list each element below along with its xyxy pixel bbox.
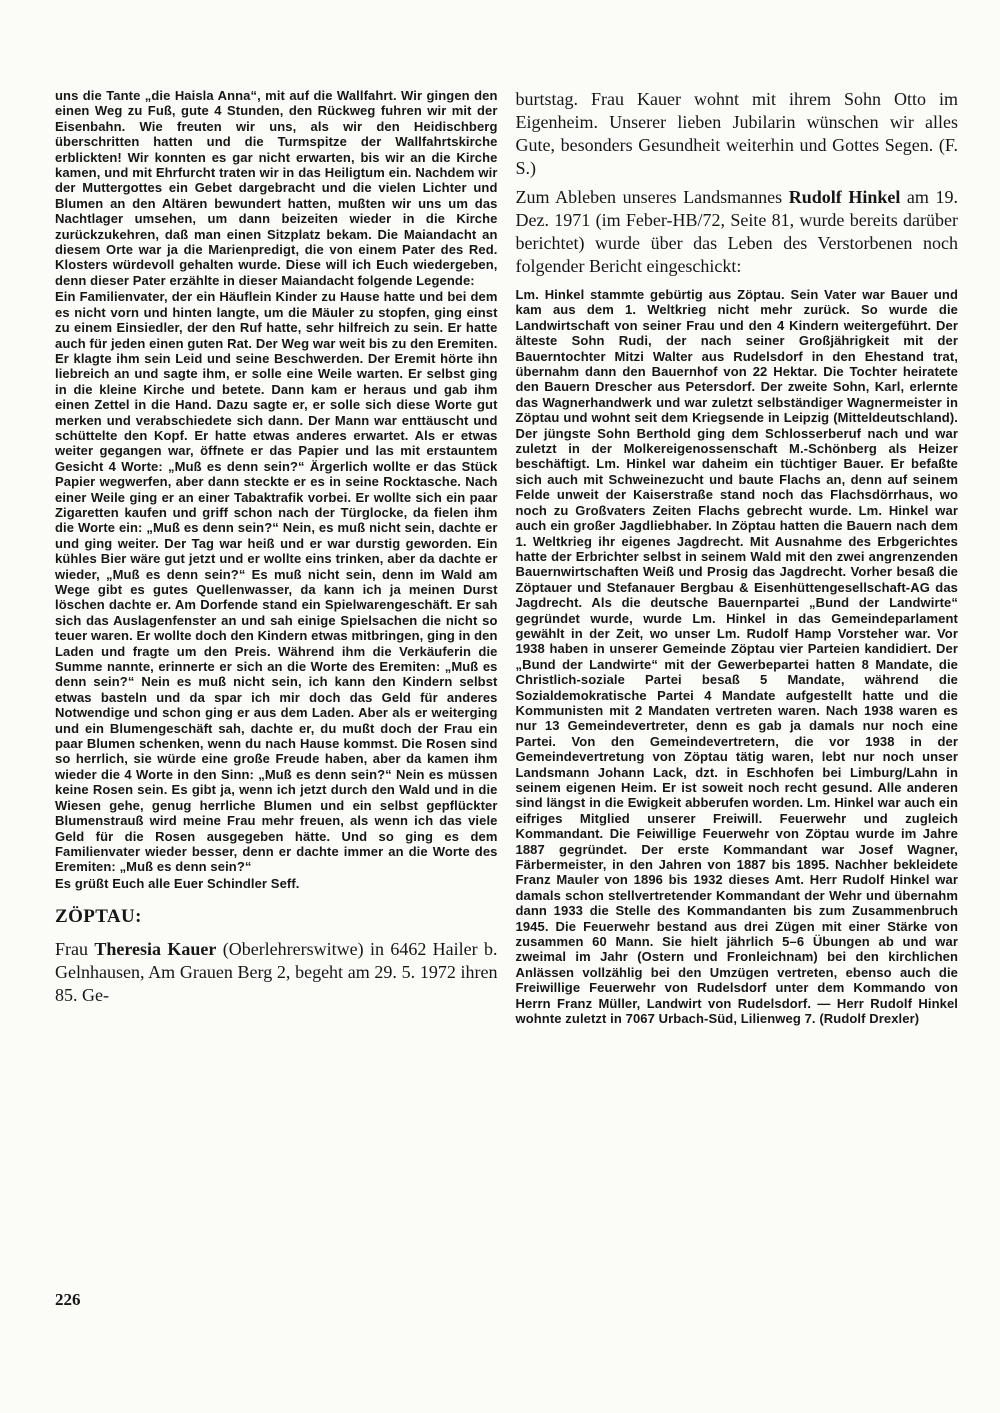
kauer-birthday-paragraph-start: [55, 938, 498, 1007]
emphasized-text: (Rudolf Drexler): [819, 1011, 920, 1027]
body-text: burtstag. Frau Kauer wohnt mit ihrem Sohn Otto im Eigenheim. Unserer lieben Jubilarin wünschen wir alles Gute, besonders Gesundheit weiterhin und Gottes Segen. (F. S.): [515, 89, 958, 178]
left-column: [55, 88, 498, 1027]
two-column-layout: [55, 88, 958, 1027]
emphasized-text: Theresia Kauer: [94, 939, 217, 960]
signoff-line: [55, 876, 498, 891]
page-number: 226: [55, 1290, 81, 1309]
kauer-birthday-paragraph-end: [516, 88, 959, 180]
body-text: Frau: [55, 939, 95, 960]
body-text: am 19. Dez. 1971 (im Feber-HB/72, Seite 81, wurde bereits darüber berichtet) wurde über das Leben des Verstorbenen noch folgender Bericht eingeschickt:: [515, 187, 959, 276]
emphasized-text: Schindler Seff.: [206, 875, 300, 891]
zoeptau-heading: [55, 905, 498, 928]
hinkel-report-paragraph: [516, 287, 959, 1027]
body-text: (Oberlehrerswitwe) in 6462 Hailer b. Gelnhausen, Am Grauen Berg 2, begeht am 29. 5. 1972 ihren 85. Ge-: [55, 939, 498, 1006]
emphasized-text: Rudolf Hinkel: [788, 187, 901, 207]
body-text: Es grüßt Euch alle Euer: [55, 875, 207, 891]
wallfahrt-continuation-paragraph: [55, 88, 498, 288]
body-text: Ein Familienvater, der ein Häuflein Kinder zu Hause hatte und bei dem es nicht vorn und hinten langte, um die Mäuler zu stopfen, ging einst zu einem Einsiedler, der den Ruf hatte, sehr hilfreich zu sein. Er hatte auch für jeden einen guten Rat. Der Weg war weit bis zu den Eremiten. Er klagte ihm sein Leid und seine Beschwerden. Der Eremit hörte ihn liebreich an und sagte ihm, er solle eine Weile warten. Er selbst ging in die kleine Kirche und betete. Dann kam er heraus und gab ihm einen Zettel in die Hand. Dazu sagte er, er solle sich diese Worte gut merken und verabschiedete sich dann. Der Mann war enttäuscht und schüttelte den Kopf. Er hatte etwas anderes erwartet. Als er etwas weiter gegangen war, öffnete er das Papier und las mit erstauntem Gesicht 4 Worte: „Muß es denn sein?“ Ärgerlich wollte er das Stück Papier wegwerfen, aber dann steckte er es in seine Rocktasche. Nach einer Weile ging er an einer Tabaktrafik vorbei. Er wollte sich ein paar Zigaretten kaufen und griff schon nach der Türglocke, da fielen ihm die Worte ein: „Muß es denn sein?“ Nein, es muß nicht sein, dachte er und ging weiter. Der Tag war heiß und er war durstig geworden. Ein kühles Bier wäre gut jetzt und er wollte eins trinken, aber da dachte er wieder, „Muß es denn sein?“ Es muß nicht sein, denn im Wald am Wege gibt es gutes Quellenwasser, da kann ich ja meinen Durst löschen dachte er. Am Dorfende stand ein Spielwarengeschäft. Er sah sich das Auslagenfenster an und sah einige Spielsachen die nicht so teuer waren. Er wollte doch den Kindern etwas mitbringen, ging in den Laden und fragte um den Preis. Während ihm die Verkäuferin die Summe nannte, erinnerte er sich an die Worte des Eremiten: „Muß es denn sein?“ Nein es muß nicht sein, ich kann den Kindern selbst etwas basteln und da spar ich mir doch das Geld für anderes Notwendige und schon ging er aus dem Laden. Aber als er weiterging und ein Blumengeschäft sah, dachte er, du mußt doch der Frau ein paar Blumen schenken, wenn du nach Hause kommst. Die Rosen sind so herrlich, sie würde eine große Freude haben, aber da kamen ihm wieder die 4 Worte in den Sinn: „Muß es denn sein?“ Nein es müssen keine Rosen sein. Es gibt ja, wenn ich jetzt durch den Wald und in die Wiesen gehe, genug herrliche Blumen und ein selbst gepflückter Blumenstrauß wird meine Frau mehr freuen, als wenn ich das viele Geld für die Rosen ausgegeben hätte. Und so ging es dem Familienvater wieder besser, denn er dachte immer an die Worte des Eremiten: „Muß es denn sein?“: [55, 289, 498, 875]
body-text: ZÖPTAU:: [55, 906, 142, 928]
body-text: Lm. Hinkel stammte gebürtig aus Zöptau. Sein Vater war Bauer und kam aus dem 1. Weltkrieg nicht mehr zurück. So wurde die Landwirtschaft von seiner Frau und den 4 Kindern weitergeführt. Der älteste Sohn Rudi, der nach seiner Großjährigkeit mit der Bauerntochter Mitzi Walter aus Rudelsdorf in den Ehestand trat, übernahm dann den Bauernhof von 22 Hektar. Die Tochter heiratete den Bauern Drescher aus Petersdorf. Der zweite Sohn, Karl, erlernte das Wagnerhandwerk und war zuletzt selbständiger Wagnermeister in Zöptau und wohnt seit dem Kriegsende in Leipzig (Mitteldeutschland). Der jüngste Sohn Berthold ging dem Schlosserberuf nach und war zuletzt in der Molkereigenossenschaft M.-Schönberg als Heizer beschäftigt. Lm. Hinkel war daheim ein tüchtiger Bauer. Er befaßte sich auch mit Schweinezucht und baute Flachs an, denn auf seinem Felde unweit der Kaiserstraße stand noch das Flachsdörrhaus, wo noch zu Großvaters Zeiten Flachs gebrecht wurde. Lm. Hinkel war auch ein großer Jagdliebhaber. In Zöptau hatten die Bauern nach dem 1. Weltkrieg ihr eigenes Jagdrecht. Mit Ausnahme des Erbgerichtes hatte der Erbrichter selbst in seinem Wald mit den zwei angrenzenden Bauernwirtschaften Weiß und Prosig das Jagdrecht. Vorher besaß die Zöptauer und Stefanauer Bergbau & Eisenhüttengesellschaft-AG das Jagdrecht. Als die deutsche Bauernpartei „Bund der Landwirte“ gegründet wurde, wurde Lm. Hinkel in das Gemeindeparlament gewählt in der Zeit, wo unser Lm. Rudolf Hamp Vorsteher war. Vor 1938 haben in unserer Gemeinde Zöptau vier Parteien kandidiert. Der „Bund der Landwirte“ mit der Gewerbepartei hatten 8 Mandate, die Christlich-soziale Partei besaß 5 Mandate, während die Sozialdemokratische Partei 4 Mandate aufgestellt hatte und die Kommunisten mit 2 Mandaten vertreten waren. Nach 1938 waren es nur 13 Gemeindevertreter, denn es gab ja damals nur noch eine Partei. Von den Gemeindevertretern, die vor 1938 in der Gemeindevertretung von Zöptau tätig waren, lebt nur noch unser Landsmann Johann Lack, dzt. in Eschhofen bei Limburg/Lahn in seinem eigenen Heim. Er ist soweit noch recht gesund. Alle anderen sind längst in die Ewigkeit abberufen worden. Lm. Hinkel war auch ein eifriges Mitglied unserer Freiwill. Feuerwehr und zugleich Kommandant. Die Feiwillige Feuerwehr von Zöptau wurde im Jahre 1887 gegründet. Der erste Kommandant war Josef Wagner, Färbermeister, in den Jahren von 1887 bis 1895. Nachher bekleidete Franz Mauler von 1896 bis 1932 dieses Amt. Herr Rudolf Hinkel war damals schon stellvertretender Kommandant der Wehr und übernahm dann 1933 die Stelle des Kommandanten bis zum Zusammenbruch 1945. Die Feuerwehr bestand aus drei Zügen mit einer Stärke von zusammen 60 Mann. Sie hielt jährlich 5–6 Übungen ab und war zweimal im Jahr (Ostern und Fronleichnam) bei den kirchlichen Anlässen vollzählig bei den Umzügen vertreten, ebenso auch die Freiwillige Feuerwehr von Rudelsdorf unter dem Kommando von Herrn Franz Müller, Landwirt von Rudelsdorf. — Herr Rudolf Hinkel wohnte zuletzt in 7067 Urbach-Süd, Lilienweg 7.: [515, 287, 958, 1027]
right-column: [516, 88, 959, 1027]
hinkel-obituary-intro: [516, 186, 959, 278]
body-text: uns die Tante „die Haisla Anna“, mit auf die Wallfahrt. Wir gingen den einen Weg zu Fuß, gute 4 Stunden, den Rückweg fuhren wir mit der Eisenbahn. Wie freuten wir uns, als wir den Heidischberg überschritten hatten und die Turmspitze der Wallfahrtskirche erblickten! Wir konnten es gar nicht erwarten, bis wir an die Kirche kamen, und mit Ehrfurcht traten wir in das Heiligtum ein. Nachdem wir der Muttergottes ein Gebet dargebracht und die vielen Lichter und Blumen an den Altären bewundert hatten, mußten wir uns um das Nachtlager umsehen, um dann beizeiten wieder in die Kirche zurückzukehren, daß man einen Sitzplatz bekam. Die Maiandacht an diesem Orte war ja die Marienpredigt, die von einem Pater des Red. Klosters würdevoll gehalten wurde. Diese will ich Euch wiedergeben, denn dieser Pater erzählte in dieser Maiandacht folgende Legende:: [55, 88, 498, 288]
body-text: Zum Ableben unseres Landsmannes: [515, 187, 789, 207]
legend-paragraph: [55, 289, 498, 874]
